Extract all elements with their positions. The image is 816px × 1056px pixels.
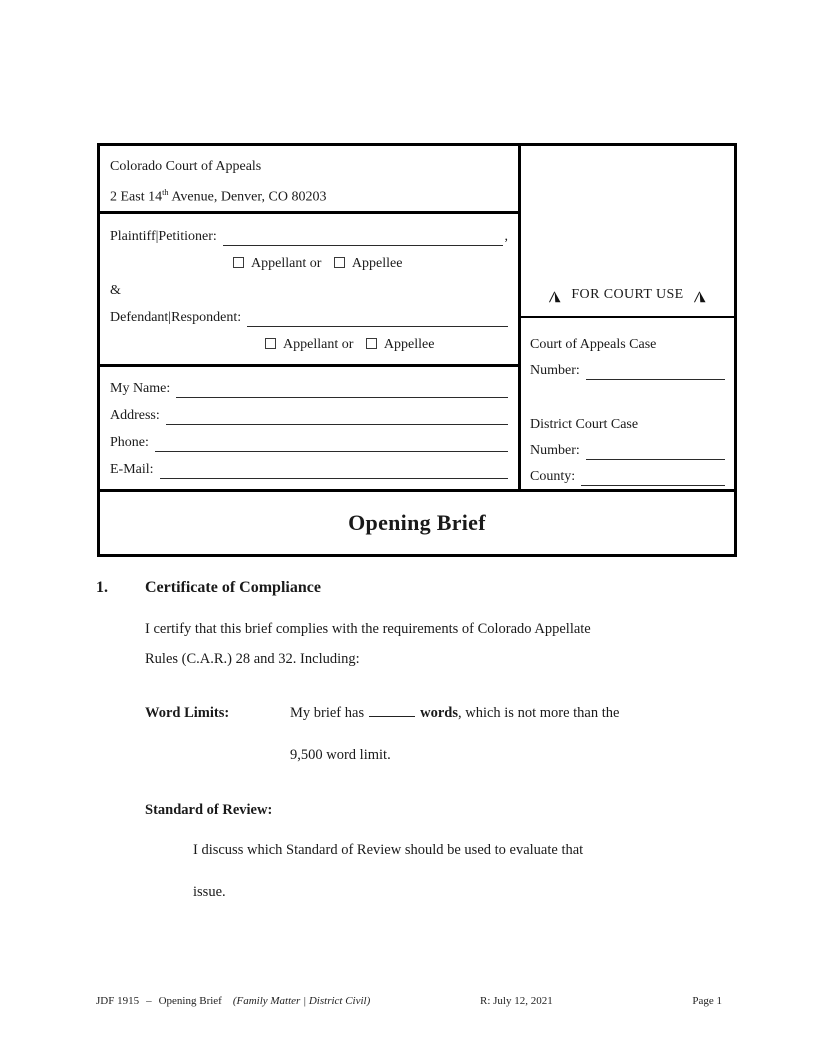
my-name-label: My Name: — [110, 381, 171, 396]
appellee-label: Appellee — [351, 256, 403, 271]
standard-of-review-text — [193, 829, 703, 913]
case-info-fields — [521, 318, 734, 490]
for-court-use-header — [521, 146, 734, 318]
my-name-row — [110, 375, 508, 402]
for-court-use-label: FOR COURT USE — [571, 287, 684, 302]
county-label: County: — [530, 469, 576, 484]
address-field[interactable] — [166, 402, 508, 425]
address-row — [110, 402, 508, 429]
ampersand: & — [110, 283, 121, 298]
defendant-appellee-checkbox[interactable] — [366, 338, 377, 349]
phone-row — [110, 429, 508, 456]
county-field[interactable] — [581, 464, 725, 486]
my-name-field[interactable] — [176, 375, 508, 398]
plaintiff-comma: , — [504, 229, 508, 244]
mountain-arrow-icon — [548, 291, 562, 303]
page-footer — [96, 995, 722, 1007]
word-limits-text-before: My brief has — [290, 705, 365, 721]
plaintiff-label: Plaintiff|Petitioner: — [110, 229, 217, 244]
number-label: Number: — [530, 363, 580, 378]
court-info-box — [100, 146, 518, 211]
court-address-suffix: Avenue, Denver, CO 80203 — [168, 189, 327, 205]
appellee-label: Appellee — [383, 337, 435, 352]
district-case-label: District Court Case — [530, 417, 639, 432]
word-limits-line-2: 9,500 word limit. — [290, 747, 391, 763]
footer-form-subtitle: (Family Matter | District Civil) — [232, 995, 371, 1007]
standard-of-review-label: Standard of Review: — [145, 802, 273, 818]
appellant-label: Appellant or — [251, 256, 322, 271]
parties-box — [100, 214, 518, 364]
form-code: JDF 1915 — [96, 995, 140, 1007]
footer-form-title: Opening Brief — [158, 995, 222, 1007]
number-label: Number: — [530, 443, 580, 458]
email-row — [110, 456, 508, 483]
certify-line-1: I certify that this brief complies with the requirements of Colorado Appellate — [145, 621, 591, 637]
footer-dash: – — [146, 995, 152, 1007]
title-box — [100, 492, 734, 554]
county-row — [530, 464, 725, 490]
plaintiff-appellant-checkbox[interactable] — [233, 257, 244, 268]
word-limits-block — [145, 692, 738, 776]
appellant-label: Appellant or — [283, 337, 354, 352]
section-1-heading — [96, 579, 738, 597]
defendant-checkbox-row — [265, 331, 508, 358]
word-count-field[interactable] — [369, 705, 415, 717]
section-title: Certificate of Compliance — [145, 579, 321, 596]
mountain-arrow-icon — [693, 291, 707, 303]
plaintiff-row — [110, 223, 508, 250]
defendant-label: Defendant|Respondent: — [110, 310, 242, 325]
coa-case-number-field[interactable] — [586, 358, 725, 380]
phone-field[interactable] — [155, 429, 508, 452]
coa-case-number-row — [530, 358, 725, 384]
defendant-row — [110, 304, 508, 331]
phone-label: Phone: — [110, 435, 149, 450]
plaintiff-checkbox-row — [233, 250, 508, 277]
page-number: Page 1 — [692, 995, 722, 1007]
document-body — [96, 579, 738, 913]
district-case-number-row — [530, 438, 725, 464]
plaintiff-appellee-checkbox[interactable] — [334, 257, 345, 268]
standard-line-1: I discuss which Standard of Review should be used to evaluate that — [193, 842, 584, 858]
district-case-number-field[interactable] — [586, 438, 725, 460]
coa-case-label: Court of Appeals Case — [530, 337, 657, 352]
defendant-name-field[interactable] — [247, 304, 508, 327]
email-field[interactable] — [160, 456, 508, 479]
certify-line-2: Rules (C.A.R.) 28 and 32. Including: — [145, 651, 360, 667]
section-number: 1. — [96, 579, 108, 596]
for-court-use-box — [521, 146, 734, 489]
court-address-prefix: 2 East 14 — [110, 189, 163, 205]
word-limits-text — [290, 692, 700, 776]
word-limits-line-1 — [290, 692, 700, 734]
word-limits-text-after: , which is not more than the — [457, 705, 620, 721]
email-label: E-Mail: — [110, 462, 154, 477]
plaintiff-name-field[interactable] — [223, 223, 503, 246]
court-address-superscript: th — [162, 188, 169, 197]
court-address — [110, 180, 508, 211]
certification-paragraph — [145, 614, 720, 674]
document-title: Opening Brief — [348, 510, 486, 535]
caption-table — [97, 143, 737, 557]
spacer — [530, 384, 725, 412]
footer-form-id — [96, 995, 370, 1007]
word-limits-label: Word Limits: — [145, 705, 230, 721]
court-name: Colorado Court of Appeals — [110, 159, 262, 174]
contact-box — [100, 367, 518, 489]
words-bold: words — [420, 705, 458, 721]
standard-line-2: issue. — [193, 884, 226, 900]
address-label: Address: — [110, 408, 160, 423]
defendant-appellant-checkbox[interactable] — [265, 338, 276, 349]
revision-date: R: July 12, 2021 — [480, 995, 553, 1007]
